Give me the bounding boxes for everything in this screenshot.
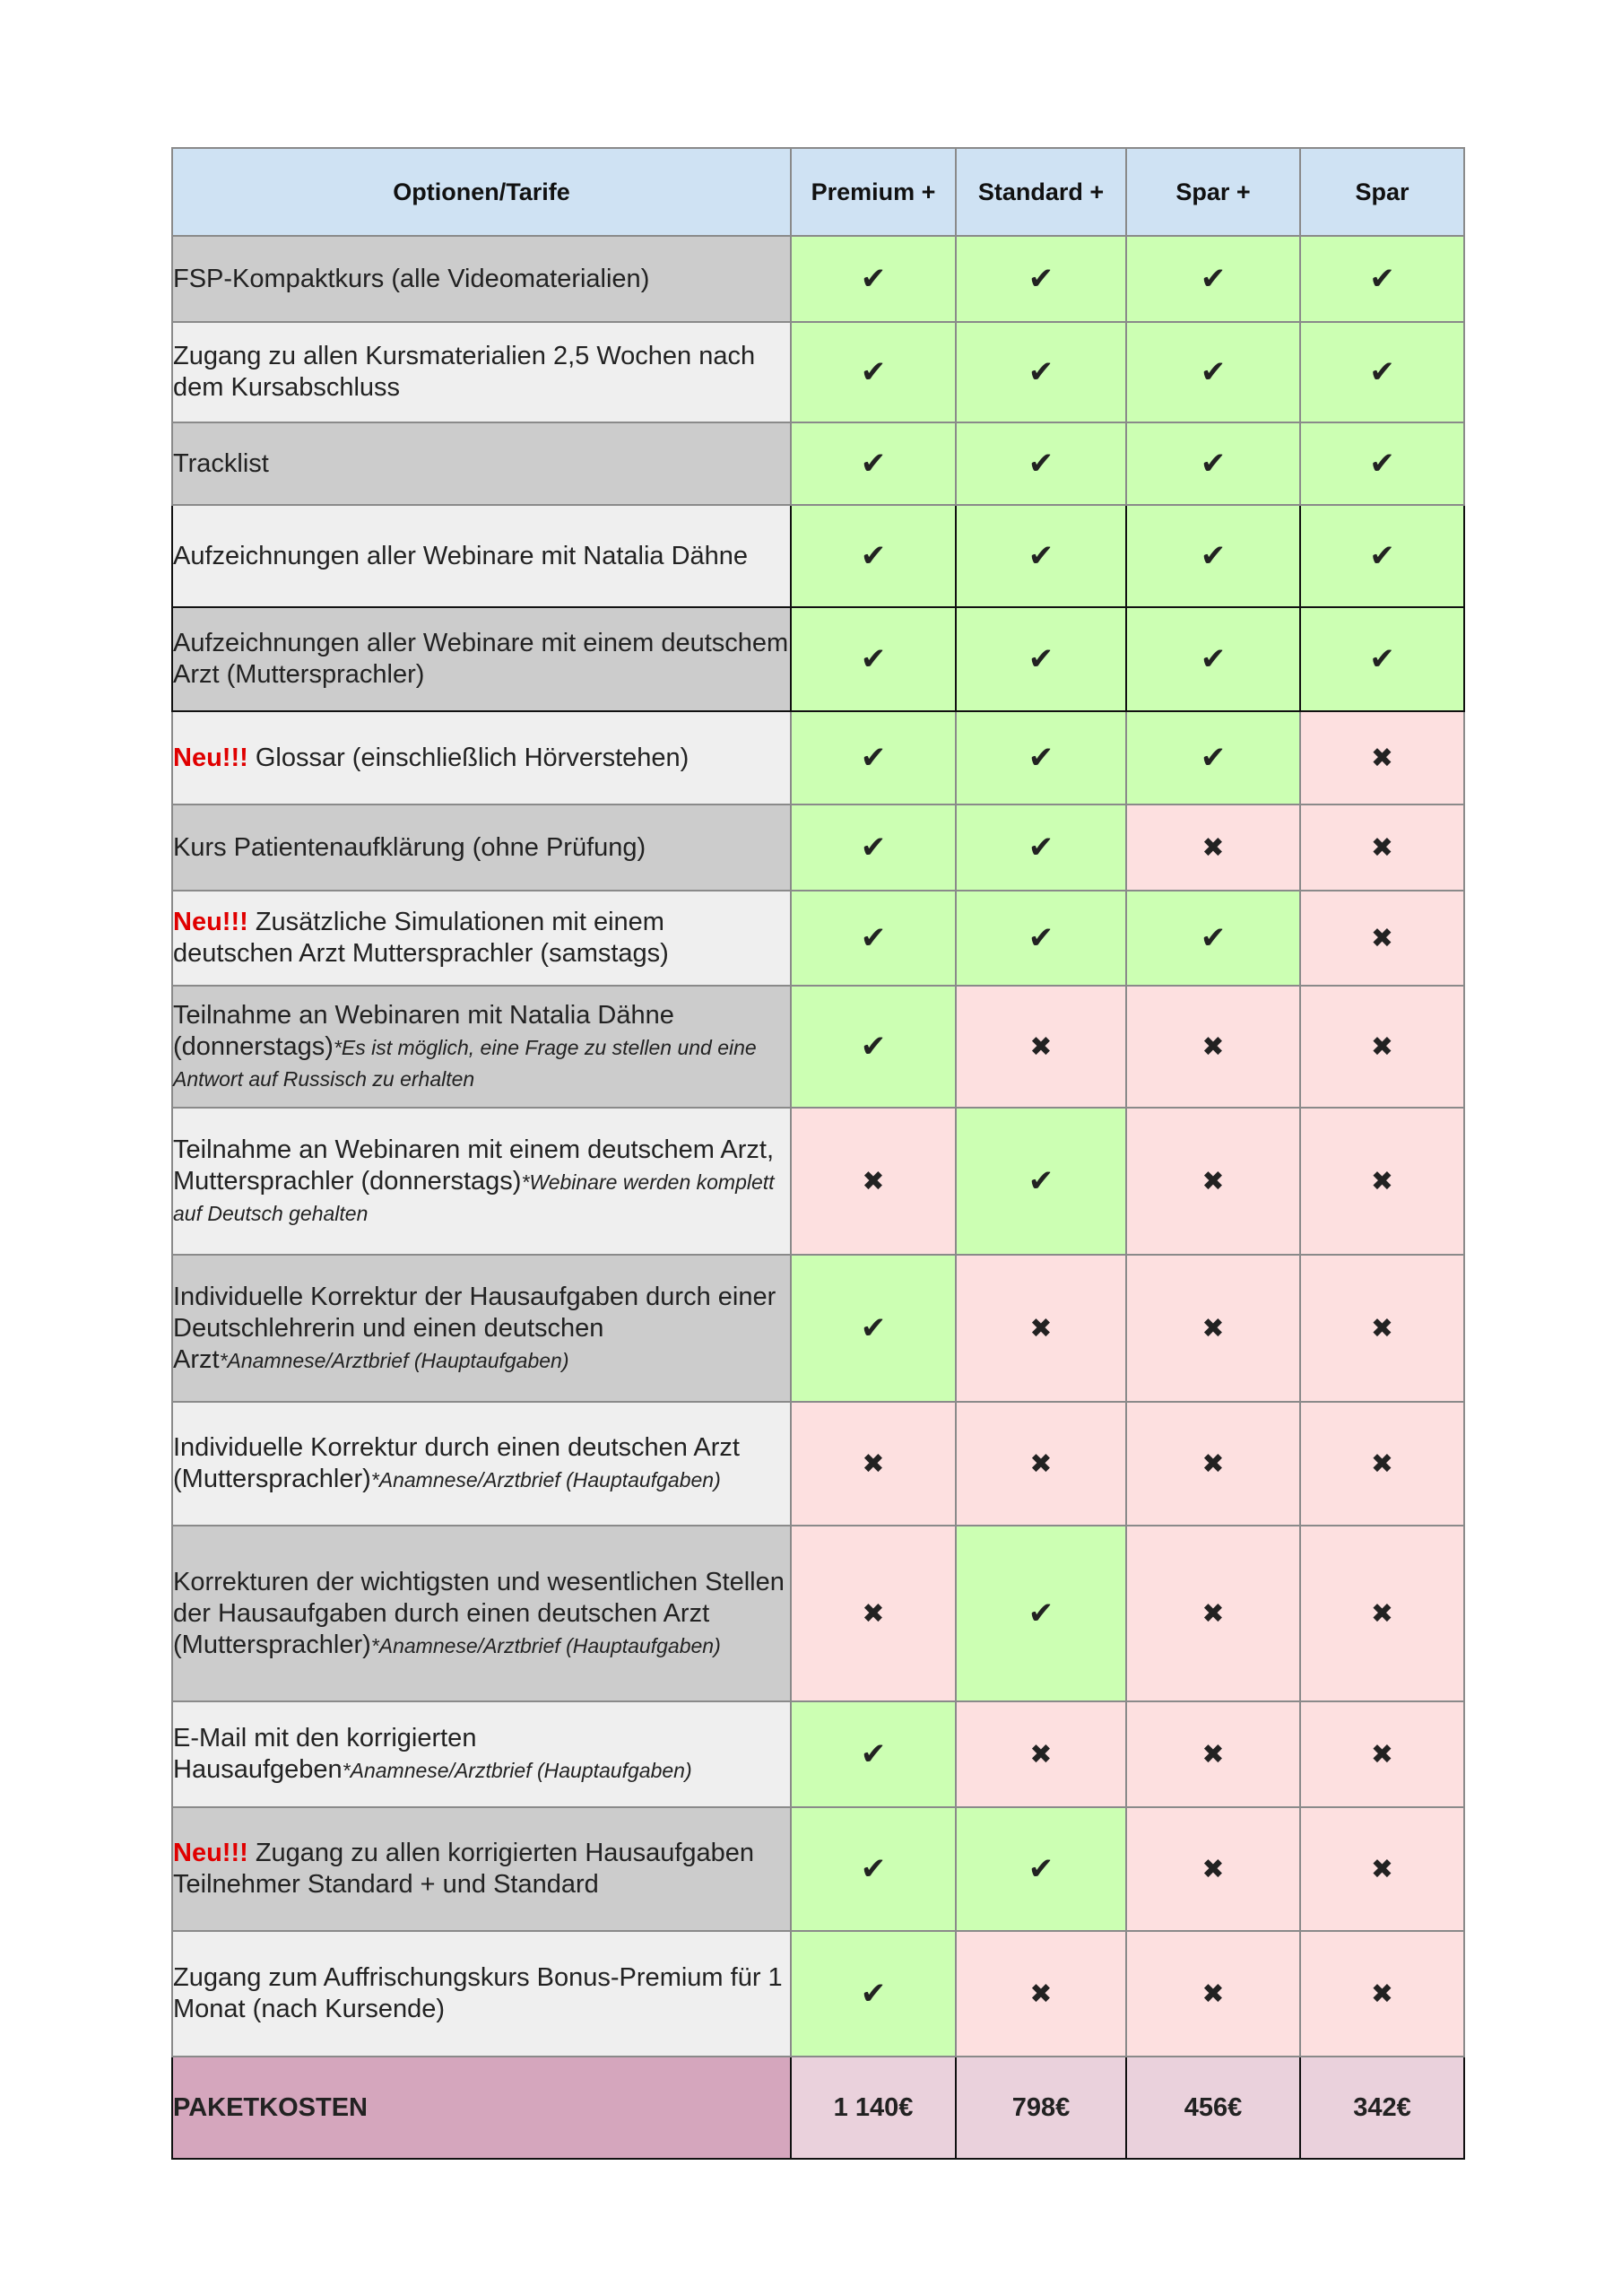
header-options: Optionen/Tarife xyxy=(172,148,791,236)
table-row xyxy=(172,1807,1464,1931)
table-row xyxy=(172,236,1464,322)
option-text: Teilnahme an Webinaren mit Natalia Dähne (donnerstags) xyxy=(173,1000,674,1061)
table-body xyxy=(172,236,1464,2057)
option-text: Aufzeichnungen aller Webinare mit einem deutschem Arzt (Muttersprachler) xyxy=(173,629,789,689)
check-icon-standard-plus: ✔ xyxy=(956,422,1126,505)
header-row xyxy=(172,148,1464,236)
check-icon-standard-plus: ✔ xyxy=(956,322,1126,422)
check-icon-standard-plus: ✔ xyxy=(956,711,1126,804)
option-cell xyxy=(172,505,791,607)
price-row xyxy=(172,2057,1464,2159)
cross-icon-spar: ✖ xyxy=(1300,1807,1464,1931)
option-note: *Anamnese/Arztbrief (Hauptaufgaben) xyxy=(342,1759,692,1782)
check-icon-premium-plus: ✔ xyxy=(791,986,956,1108)
check-icon-spar: ✔ xyxy=(1300,607,1464,711)
option-cell xyxy=(172,1807,791,1931)
cross-icon-spar-plus: ✖ xyxy=(1126,1402,1300,1526)
check-icon-standard-plus: ✔ xyxy=(956,505,1126,607)
option-cell xyxy=(172,891,791,986)
check-icon-premium-plus: ✔ xyxy=(791,236,956,322)
cross-icon-spar-plus: ✖ xyxy=(1126,986,1300,1108)
cross-icon-spar: ✖ xyxy=(1300,1255,1464,1402)
cross-icon-spar: ✖ xyxy=(1300,804,1464,891)
neu-badge: Neu!!! xyxy=(173,1839,248,1867)
option-text: Zugang zu allen korrigierten Hausaufgaben Teilnehmer Standard + und Standard xyxy=(173,1839,755,1899)
cross-icon-spar-plus: ✖ xyxy=(1126,1931,1300,2057)
price-spar-plus: 456€ xyxy=(1126,2057,1300,2159)
table-row xyxy=(172,711,1464,804)
cross-icon-spar: ✖ xyxy=(1300,711,1464,804)
option-cell xyxy=(172,1931,791,2057)
option-cell xyxy=(172,1701,791,1807)
cross-icon-spar-plus: ✖ xyxy=(1126,804,1300,891)
option-text: Zusätzliche Simulationen mit einem deutschen Arzt Muttersprachler (samstags) xyxy=(173,908,669,968)
table-row xyxy=(172,1108,1464,1255)
cross-icon-standard-plus: ✖ xyxy=(956,1255,1126,1402)
check-icon-premium-plus: ✔ xyxy=(791,322,956,422)
price-label: PAKETKOSTEN xyxy=(172,2057,791,2159)
option-cell xyxy=(172,236,791,322)
cross-icon-spar: ✖ xyxy=(1300,1108,1464,1255)
check-icon-spar-plus: ✔ xyxy=(1126,322,1300,422)
option-text: Zugang zum Auffrischungskurs Bonus-Premium für 1 Monat (nach Kursende) xyxy=(173,1963,783,2023)
cross-icon-standard-plus: ✖ xyxy=(956,1931,1126,2057)
cross-icon-spar: ✖ xyxy=(1300,1931,1464,2057)
check-icon-spar-plus: ✔ xyxy=(1126,236,1300,322)
option-note: *Es ist möglich, eine Frage zu stellen und eine Antwort auf Russisch zu erhalten xyxy=(173,1035,757,1091)
table-row xyxy=(172,1255,1464,1402)
neu-badge: Neu!!! xyxy=(173,908,248,936)
table-row xyxy=(172,505,1464,607)
table-row xyxy=(172,322,1464,422)
table-row xyxy=(172,1402,1464,1526)
cross-icon-spar: ✖ xyxy=(1300,1526,1464,1701)
option-text: Teilnahme an Webinaren mit einem deutschem Arzt, Muttersprachler (donnerstags) xyxy=(173,1135,775,1196)
check-icon-standard-plus: ✔ xyxy=(956,804,1126,891)
check-icon-premium-plus: ✔ xyxy=(791,422,956,505)
table-row xyxy=(172,1931,1464,2057)
check-icon-premium-plus: ✔ xyxy=(791,505,956,607)
option-cell xyxy=(172,986,791,1108)
option-cell xyxy=(172,1255,791,1402)
check-icon-standard-plus: ✔ xyxy=(956,236,1126,322)
neu-badge: Neu!!! xyxy=(173,743,248,772)
cross-icon-premium-plus: ✖ xyxy=(791,1402,956,1526)
option-cell xyxy=(172,804,791,891)
option-cell xyxy=(172,1402,791,1526)
option-text: Individuelle Korrektur der Hausaufgaben durch einer Deutschlehrerin und einen deutschen Arzt xyxy=(173,1282,776,1374)
check-icon-premium-plus: ✔ xyxy=(791,607,956,711)
header-spar: Spar xyxy=(1300,148,1464,236)
check-icon-premium-plus: ✔ xyxy=(791,1255,956,1402)
check-icon-premium-plus: ✔ xyxy=(791,711,956,804)
check-icon-spar: ✔ xyxy=(1300,322,1464,422)
header-spar-plus: Spar + xyxy=(1126,148,1300,236)
option-note: *Webinare werden komplett auf Deutsch gehalten xyxy=(173,1170,775,1225)
price-standard-plus: 798€ xyxy=(956,2057,1126,2159)
check-icon-spar: ✔ xyxy=(1300,422,1464,505)
check-icon-spar-plus: ✔ xyxy=(1126,891,1300,986)
cross-icon-spar: ✖ xyxy=(1300,891,1464,986)
option-cell xyxy=(172,1526,791,1701)
check-icon-premium-plus: ✔ xyxy=(791,1807,956,1931)
header-standard-plus: Standard + xyxy=(956,148,1126,236)
table-row xyxy=(172,804,1464,891)
header-premium-plus: Premium + xyxy=(791,148,956,236)
option-text: Glossar (einschließlich Hörverstehen) xyxy=(255,743,690,772)
check-icon-premium-plus: ✔ xyxy=(791,1931,956,2057)
check-icon-spar-plus: ✔ xyxy=(1126,711,1300,804)
cross-icon-standard-plus: ✖ xyxy=(956,1701,1126,1807)
check-icon-spar-plus: ✔ xyxy=(1126,505,1300,607)
option-text: Individuelle Korrektur durch einen deutschen Arzt (Muttersprachler) xyxy=(173,1433,740,1493)
cross-icon-spar-plus: ✖ xyxy=(1126,1526,1300,1701)
price-spar: 342€ xyxy=(1300,2057,1464,2159)
cross-icon-spar-plus: ✖ xyxy=(1126,1807,1300,1931)
table-row xyxy=(172,1701,1464,1807)
option-cell xyxy=(172,422,791,505)
check-icon-premium-plus: ✔ xyxy=(791,891,956,986)
option-text: Korrekturen der wichtigsten und wesentlichen Stellen der Hausaufgaben durch einen deutschen Arzt (Muttersprachler) xyxy=(173,1567,785,1659)
check-icon-spar: ✔ xyxy=(1300,236,1464,322)
check-icon-standard-plus: ✔ xyxy=(956,891,1126,986)
check-icon-spar: ✔ xyxy=(1300,505,1464,607)
tariff-table xyxy=(171,147,1465,2160)
table-row xyxy=(172,986,1464,1108)
option-text: E-Mail mit den korrigierten Hausaufgeben xyxy=(173,1724,477,1784)
option-text: Aufzeichnungen aller Webinare mit Natalia Dähne xyxy=(173,541,749,570)
cross-icon-spar: ✖ xyxy=(1300,1402,1464,1526)
option-note: *Anamnese/Arztbrief (Hauptaufgaben) xyxy=(370,1468,721,1492)
table-row xyxy=(172,422,1464,505)
table-row xyxy=(172,891,1464,986)
check-icon-spar-plus: ✔ xyxy=(1126,607,1300,711)
option-cell xyxy=(172,711,791,804)
check-icon-premium-plus: ✔ xyxy=(791,804,956,891)
check-icon-standard-plus: ✔ xyxy=(956,1108,1126,1255)
option-cell xyxy=(172,322,791,422)
check-icon-standard-plus: ✔ xyxy=(956,1807,1126,1931)
table-row xyxy=(172,607,1464,711)
cross-icon-spar: ✖ xyxy=(1300,1701,1464,1807)
option-text: Tracklist xyxy=(173,448,269,478)
check-icon-premium-plus: ✔ xyxy=(791,1701,956,1807)
cross-icon-standard-plus: ✖ xyxy=(956,1402,1126,1526)
cross-icon-spar-plus: ✖ xyxy=(1126,1108,1300,1255)
cross-icon-premium-plus: ✖ xyxy=(791,1108,956,1255)
option-text: FSP-Kompaktkurs (alle Videomaterialien) xyxy=(173,264,650,293)
option-note: *Anamnese/Arztbrief (Hauptaufgaben) xyxy=(370,1633,721,1657)
check-icon-spar-plus: ✔ xyxy=(1126,422,1300,505)
cross-icon-spar-plus: ✖ xyxy=(1126,1701,1300,1807)
check-icon-standard-plus: ✔ xyxy=(956,1526,1126,1701)
price-premium-plus: 1 140€ xyxy=(791,2057,956,2159)
cross-icon-standard-plus: ✖ xyxy=(956,986,1126,1108)
table-row xyxy=(172,1526,1464,1701)
option-cell xyxy=(172,607,791,711)
cross-icon-spar-plus: ✖ xyxy=(1126,1255,1300,1402)
option-text: Zugang zu allen Kursmaterialien 2,5 Wochen nach dem Kursabschluss xyxy=(173,342,756,402)
cross-icon-premium-plus: ✖ xyxy=(791,1526,956,1701)
option-note: *Anamnese/Arztbrief (Hauptaufgaben) xyxy=(219,1348,569,1372)
check-icon-standard-plus: ✔ xyxy=(956,607,1126,711)
option-text: Kurs Patientenaufklärung (ohne Prüfung) xyxy=(173,832,646,862)
cross-icon-spar: ✖ xyxy=(1300,986,1464,1108)
option-cell xyxy=(172,1108,791,1255)
